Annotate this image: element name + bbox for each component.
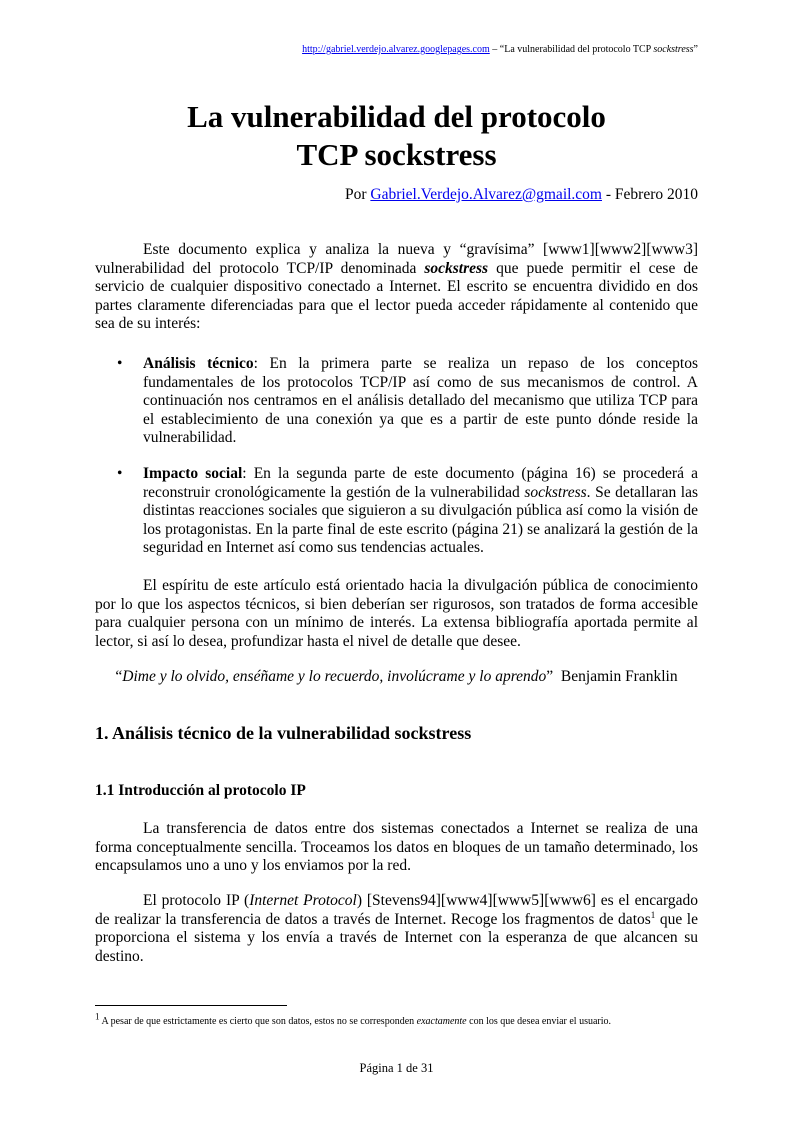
quote-close: ” (546, 668, 554, 685)
quote-text: Dime y lo olvido, enséñame y lo recuerdo, involúcrame y lo aprendo (122, 668, 547, 685)
footnote-reference[interactable]: 1 (650, 909, 656, 920)
footnote (95, 1011, 715, 1027)
quote-author: Benjamin Franklin (560, 668, 678, 685)
section-heading-1: 1. Análisis técnico de la vulnerabilidad sockstress (95, 723, 472, 743)
title-line-1: La vulnerabilidad del protocolo (187, 99, 606, 134)
intro-emphasis: sockstress (424, 259, 489, 277)
footnote-text-b: con los que desea enviar el usuario. (466, 1016, 612, 1027)
footnote-text-a: A pesar de que estrictamente es cierto que son datos, estos no se corresponden (99, 1016, 417, 1027)
intro-text-a: Este documento explica y analiza la nueva y “gravísima” [www1][www2][www3] vulnerabilidad del protocolo TCP/IP denominada (95, 241, 698, 277)
ip-paragraph-2 (95, 892, 698, 966)
header-title-text: – “La vulnerabilidad del protocolo TCP (489, 44, 654, 55)
quote (0, 668, 793, 686)
bullet-item-social (95, 465, 698, 558)
header-title-emphasis: sockstress (653, 44, 694, 55)
spirit-paragraph: El espíritu de este artículo está orientado hacia la divulgación pública de conocimiento por lo que los aspectos técnicos, si bien deberían ser rigurosos, son tratados de forma accesible para cualquier persona con un mínimo de interés. La extensa bibliografía aportada permite al lector, si así lo desea, profundizar hasta el nivel de detalle que desee. (95, 577, 698, 650)
byline-date: - Febrero 2010 (602, 186, 698, 203)
running-header (302, 44, 698, 55)
ip-p2-text-c: que le proporciona el sistema y los envía a través de Internet con la esperanza de que alcancen su destino. (95, 910, 698, 965)
ip-paragraph-1: La transferencia de datos entre dos sistemas conectados a Internet se realiza de una forma conceptualmente sencilla. Troceamos los datos en bloques de un tamaño determinado, los encapsulamos uno a uno y los enviamos por la red. (95, 820, 698, 875)
intro-text-b: que puede permitir el cese de servicio de cualquier dispositivo conectado a Internet. El escrito se encuentra dividido en dos partes claramente diferenciadas para que el lector pueda acceder rápidamente al contenido que sea de su interés: (95, 259, 698, 333)
bullet-icon: • (117, 355, 123, 372)
document-title (0, 98, 793, 174)
ip-p2-emphasis: Internet Protocol (249, 892, 357, 909)
header-title-close: ” (693, 44, 698, 55)
byline (345, 186, 698, 204)
footnote-number: 1 (95, 1011, 100, 1022)
page-number: Página 1 de 31 (359, 1061, 434, 1075)
header-link[interactable]: http://gabriel.verdejo.alvarez.googlepages.com (302, 44, 490, 55)
footnote-divider (95, 1005, 287, 1006)
bullet-technical-heading: Análisis técnico (143, 355, 254, 372)
bullet-icon: • (117, 465, 123, 482)
bullet-social-heading: Impacto social (143, 465, 243, 482)
bullet-social-text-a: : En la segunda parte de este documento (página 16) se procederá a reconstruir cronológicamente la gestión de la vulnerabilidad (143, 465, 698, 501)
section-heading-1-1: 1.1 Introducción al protocolo IP (95, 782, 306, 799)
quote-open: “ (115, 668, 123, 685)
footnote-emphasis: exactamente (416, 1016, 467, 1027)
title-line-2: TCP sockstress (296, 137, 497, 172)
author-email-link[interactable]: Gabriel.Verdejo.Alvarez@gmail.com (370, 186, 602, 203)
intro-paragraph (95, 241, 698, 334)
bullet-technical-text: : En la primera parte se realiza un repaso de los conceptos fundamentales de los protocolos TCP/IP así como de sus mecanismos de control. A continuación nos centramos en el análisis detallado del mecanismo que utiliza TCP para el establecimiento de una conexión ya que es a partir de este punto dónde reside la vulnerabilidad. (143, 355, 698, 447)
bullet-social-emphasis: sockstress (524, 483, 587, 501)
bullet-item-technical (95, 355, 698, 448)
ip-p2-text-b: ) [Stevens94][www4][www5][www6] es el encargado de realizar la transferencia de datos a través de Internet. Recoge los fragmentos de datos (95, 892, 699, 928)
ip-p2-text-a: El protocolo IP ( (143, 892, 250, 909)
byline-prefix: Por (344, 186, 371, 203)
bullet-social-text-b: . Se detallaran las distintas reacciones sociales que siguieron a su divulgación pública así como la visión de los protagonistas. En la parte final de este escrito (página 21) se analizará la gestión de la seguridad en Internet así como sus tendencias actuales. (143, 483, 698, 557)
